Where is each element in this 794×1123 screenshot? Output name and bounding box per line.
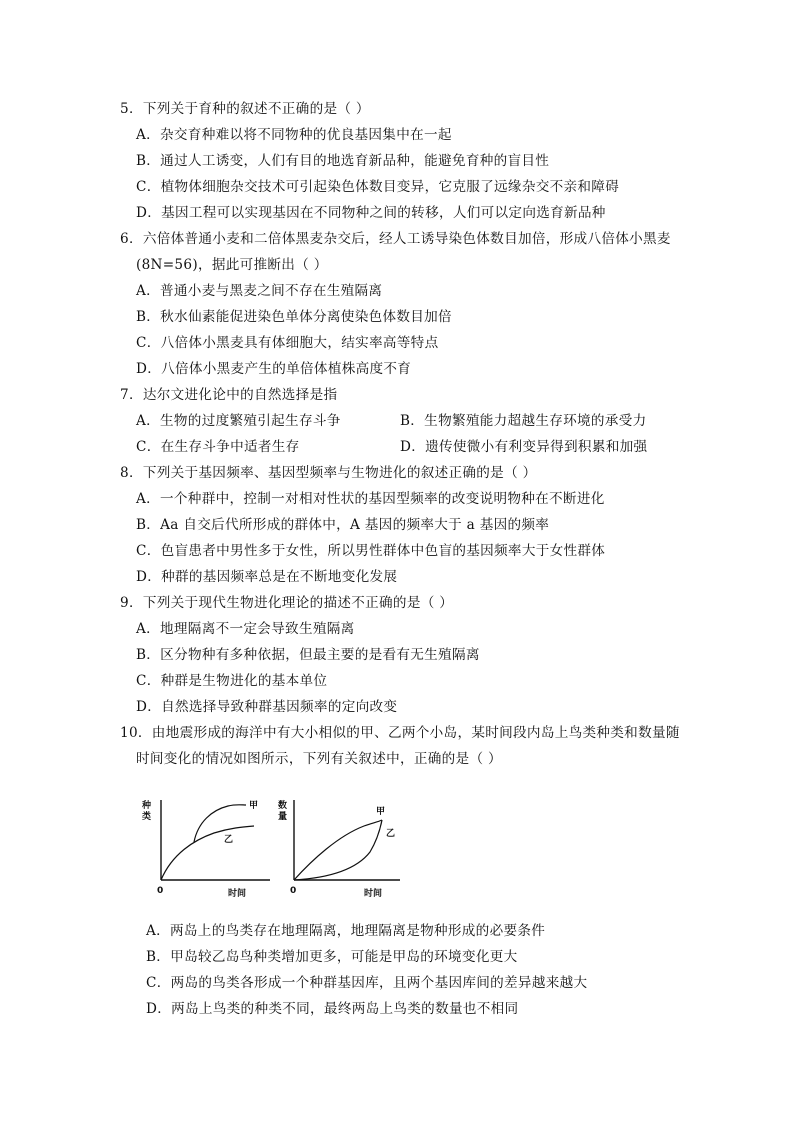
q10-stem-line1: 10．由地震形成的海洋中有大小相似的甲、乙两个小岛，某时间段内岛上鸟类种类和数量随 [120, 725, 680, 741]
q5-stem: 5．下列关于育种的叙述不正确的是（ ） [120, 101, 370, 117]
q6-option-b: B．秋水仙素能促进染色单体分离使染色体数目加倍 [136, 309, 452, 325]
left-graph-label-jia: 甲 [249, 801, 259, 811]
left-graph-ylabel-top: 种 [142, 801, 152, 811]
q10-option-d: D．两岛上鸟类的种类不同，最终两岛上鸟类的数量也不相同 [146, 1001, 519, 1017]
right-graph-curve-jia [294, 820, 382, 880]
q10-option-b: B．甲岛较乙岛鸟种类增加更多，可能是甲岛的环境变化更大 [146, 949, 518, 965]
q6-stem-line2: (8N=56)，据此可推断出（ ） [136, 257, 328, 273]
q10-stem-line2: 时间变化的情况如图所示，下列有关叙述中，正确的是（ ） [136, 751, 502, 767]
q10-figure [142, 796, 402, 900]
left-graph-xlabel: 时间 [228, 889, 247, 899]
q5-option-a: A．杂交育种难以将不同物种的优良基因集中在一起 [136, 127, 452, 143]
q5-option-c: C．植物体细胞杂交技术可引起染色体数目变异，它克服了远缘杂交不亲和障碍 [136, 179, 620, 195]
left-graph-ylabel-bottom: 类 [142, 812, 152, 822]
q5-option-d: D．基因工程可以实现基因在不同物种之间的转移，人们可以定向选育新品种 [136, 205, 606, 221]
q7-option-b: B．生物繁殖能力超越生存环境的承受力 [400, 413, 647, 429]
right-graph-origin: 0 [290, 886, 297, 896]
left-graph-curve-jia [194, 805, 246, 842]
q8-option-a: A．一个种群中，控制一对相对性状的基因型频率的改变说明物种在不断进化 [136, 491, 605, 507]
q9-option-a: A．地理隔离不一定会导致生殖隔离 [136, 621, 355, 637]
q6-option-c: C．八倍体小黑麦具有体细胞大，结实率高等特点 [136, 335, 439, 351]
left-graph-curve-yi [161, 826, 254, 880]
q7-stem: 7．达尔文进化论中的自然选择是指 [120, 387, 338, 403]
q9-stem: 9．下列关于现代生物进化理论的描述不正确的是（ ） [120, 595, 454, 611]
q8-option-d: D．种群的基因频率总是在不断地变化发展 [136, 569, 398, 585]
right-graph-ylabel-top: 数 [278, 801, 288, 811]
left-graph-label-yi: 乙 [224, 835, 234, 845]
q9-option-b: B．区分物种有多种依据，但最主要的是看有无生殖隔离 [136, 647, 480, 663]
q8-stem: 8．下列关于基因频率、基因型频率与生物进化的叙述正确的是（ ） [120, 465, 537, 481]
q8-option-b: B．Aa 自交后代所形成的群体中，A 基因的频率大于 a 基因的频率 [136, 517, 550, 533]
q7-option-d: D．遗传使微小有利变异得到积累和加强 [400, 439, 648, 455]
right-graph-ylabel-bottom: 量 [278, 812, 288, 822]
q6-option-a: A．普通小麦与黑麦之间不存在生殖隔离 [136, 283, 383, 299]
right-graph-label-jia: 甲 [376, 807, 386, 817]
q7-option-a: A．生物的过度繁殖引起生存斗争 [136, 413, 341, 429]
left-graph [142, 799, 270, 899]
left-graph-origin: 0 [157, 886, 164, 896]
q7-option-c: C．在生存斗争中适者生存 [136, 439, 300, 455]
q8-option-c: C．色盲患者中男性多于女性，所以男性群体中色盲的基因频率大于女性群体 [136, 543, 606, 559]
right-graph-label-yi: 乙 [386, 829, 396, 839]
q10-option-c: C．两岛的鸟类各形成一个种群基因库，且两个基因库间的差异越来越大 [146, 975, 588, 991]
right-graph [278, 799, 400, 899]
q5-option-b: B．通过人工诱变，人们有目的地选育新品种，能避免育种的盲目性 [136, 153, 550, 169]
q10-option-a: A．两岛上的鸟类存在地理隔离，地理隔离是物种形成的必要条件 [146, 923, 546, 939]
q9-option-d: D．自然选择导致种群基因频率的定向改变 [136, 699, 398, 715]
right-graph-xlabel: 时间 [364, 889, 383, 899]
q9-option-c: C．种群是生物进化的基本单位 [136, 673, 328, 689]
q6-stem-line1: 6．六倍体普通小麦和二倍体黑麦杂交后，经人工诱导染色体数目加倍，形成八倍体小黑麦 [120, 231, 671, 247]
q6-option-d: D．八倍体小黑麦产生的单倍体植株高度不育 [136, 361, 412, 377]
right-graph-curve-yi [294, 820, 382, 880]
